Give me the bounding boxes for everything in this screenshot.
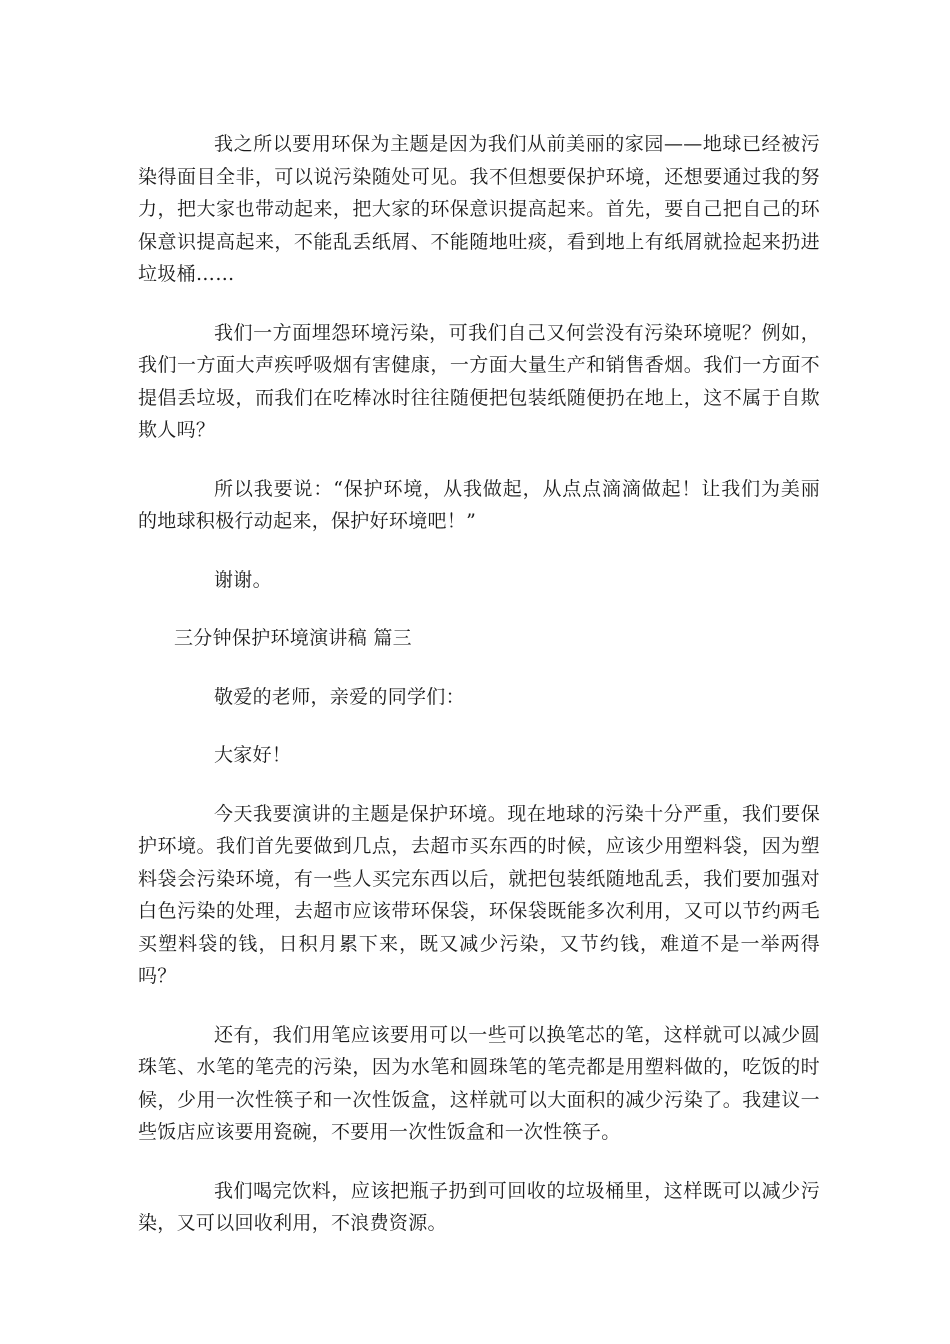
paragraph-salutation: 敬爱的老师，亲爱的同学们： (214, 685, 465, 708)
paragraph-greeting: 大家好！ (214, 744, 292, 766)
paragraph-plastic-bags: 今天我要演讲的主题是保护环境。现在地球的污染十分严重，我们要保护环境。我们首先要做到几点，去超市买东西的时候，应该少用塑料袋，因为塑料袋会污染环境，有一些人买完东西以后，就把包装纸随地乱丢，我们要加强对白色污染的处理，去超市应该带环保袋，环保袋既能多次利用，又可以节约两毛买塑料袋的钱，日积月累下来，既又减少污染，又节约钱，难道不是一举两得吗？ (138, 802, 820, 987)
paragraph-thanks: 谢谢。 (214, 568, 272, 591)
paragraph-recycling-bottles: 我们喝完饮料，应该把瓶子扔到可回收的垃圾桶里，这样既可以减少污染，又可以回收利用，不浪费资源。 (138, 1179, 820, 1234)
paragraph-call-to-action: 所以我要说：“保护环境，从我做起，从点点滴滴做起！让我们为美丽的地球积极行动起来，保护好环境吧！” (138, 477, 820, 532)
paragraph-self-deception: 我们一方面埋怨环境污染，可我们自己又何尝没有污染环境呢？例如，我们一方面大声疾呼吸烟有害健康，一方面大量生产和销售香烟。我们一方面不提倡丢垃圾，而我们在吃棒冰时往往随便把包装纸随便扔在地上，这不属于自欺欺人吗？ (138, 321, 820, 441)
section-heading: 三分钟保护环境演讲稿 篇三 (174, 627, 412, 649)
paragraph-pens-and-tableware: 还有，我们用笔应该要用可以一些可以换笔芯的笔，这样就可以减少圆珠笔、水笔的笔壳的污染，因为水笔和圆珠笔的笔壳都是用塑料做的，吃饭的时候，少用一次性筷子和一次性饭盒，这样就可以大面积的减少污染了。我建议一些饭店应该要用瓷碗，不要用一次性饭盒和一次性筷子。 (138, 1023, 820, 1143)
paragraph-environment-theme: 我之所以要用环保为主题是因为我们从前美丽的家园——地球已经被污染得面目全非，可以说污染随处可见。我不但想要保护环境，还想要通过我的努力，把大家也带动起来，把大家的环保意识提高起来。首先，要自己把自己的环保意识提高起来，不能乱丢纸屑、不能随地吐痰，看到地上有纸屑就捡起来扔进垃圾桶…… (138, 133, 820, 285)
